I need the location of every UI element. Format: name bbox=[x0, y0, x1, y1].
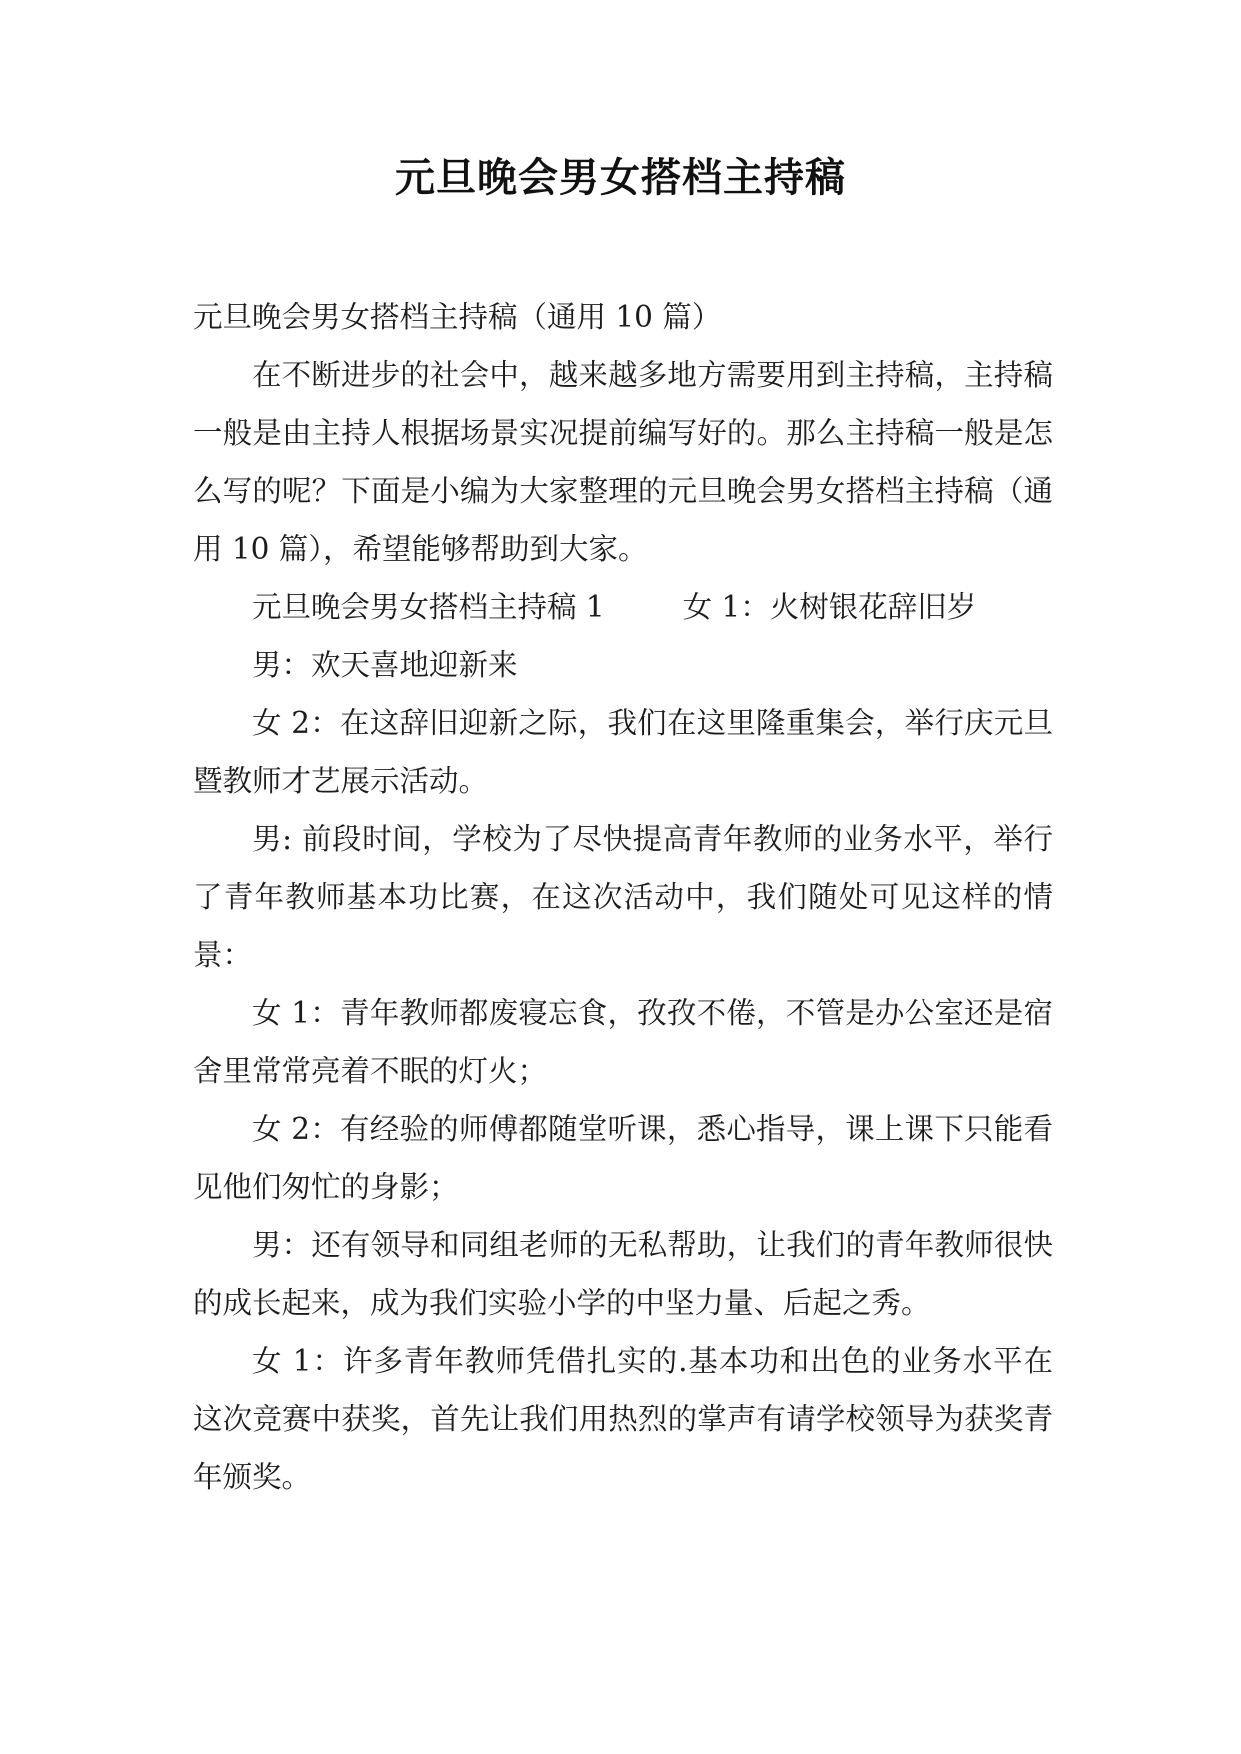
section-heading-line bbox=[193, 578, 1053, 636]
section-first-line: 女 1：火树银花辞旧岁 bbox=[682, 590, 977, 624]
dialogue-paragraph: 女 2：有经验的师傅都随堂听课，悉心指导，课上课下只能看见他们匆忙的身影； bbox=[193, 1112, 1053, 1204]
document-body bbox=[193, 288, 1053, 1506]
dialogue-paragraph: 男：还有领导和同组老师的无私帮助，让我们的青年教师很快的成长起来，成为我们实验小学的中坚力量、后起之秀。 bbox=[193, 1228, 1053, 1320]
document-title: 元旦晚会男女搭档主持稿 bbox=[395, 155, 846, 201]
dialogue-paragraph: 女 2：在这辞旧迎新之际，我们在这里隆重集会，举行庆元旦暨教师才艺展示活动。 bbox=[193, 706, 1053, 798]
dialogue-paragraph: 女 1：许多青年教师凭借扎实的.基本功和出色的业务水平在这次竞赛中获奖，首先让我们用热烈的掌声有请学校领导为获奖青年颁奖。 bbox=[193, 1344, 1053, 1494]
intro-paragraph: 在不断进步的社会中，越来越多地方需要用到主持稿，主持稿一般是由主持人根据场景实况提前编写好的。那么主持稿一般是怎么写的呢？下面是小编为大家整理的元旦晚会男女搭档主持稿（通用 10 篇），希望能够帮助到大家。 bbox=[193, 358, 1053, 566]
dialogue-paragraph: 男: 前段时间，学校为了尽快提高青年教师的业务水平，举行了青年教师基本功比赛，在这次活动中，我们随处可见这样的情景： bbox=[193, 822, 1053, 972]
dialogue-paragraph: 男：欢天喜地迎新来 bbox=[252, 648, 518, 682]
document-subtitle: 元旦晚会男女搭档主持稿（通用 10 篇） bbox=[193, 300, 722, 334]
section-heading: 元旦晚会男女搭档主持稿 1 bbox=[252, 590, 605, 624]
dialogue-paragraph: 女 1：青年教师都废寝忘食，孜孜不倦，不管是办公室还是宿舍里常常亮着不眠的灯火； bbox=[193, 996, 1053, 1088]
